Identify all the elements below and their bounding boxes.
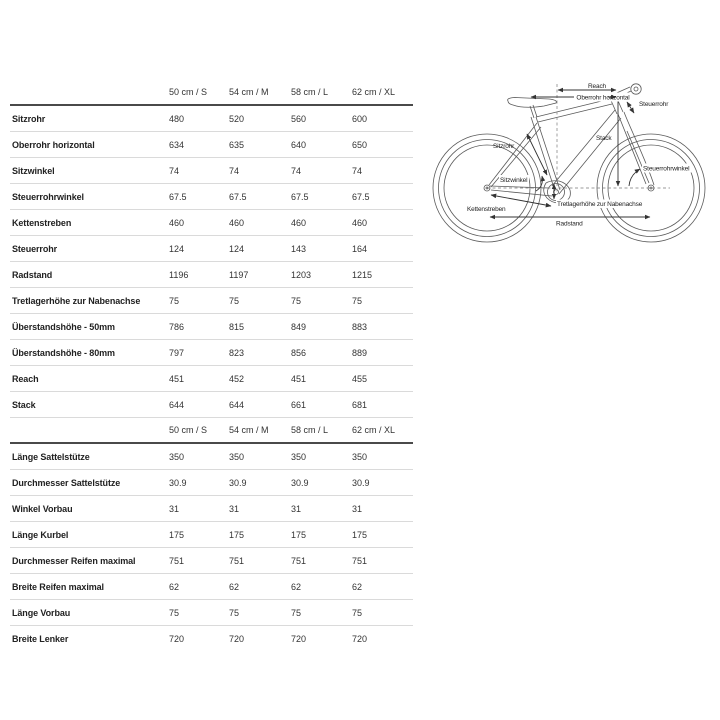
table-row [10, 470, 413, 496]
cell-value: 823 [229, 347, 245, 358]
table-row [10, 626, 413, 651]
cell-value: 634 [169, 139, 185, 150]
cell-value: 75 [291, 607, 302, 618]
row-label: Winkel Vorbau [12, 503, 73, 514]
cell-value: 75 [352, 607, 363, 618]
cell-value: 751 [352, 555, 368, 566]
cell-value: 75 [352, 295, 363, 306]
column-header: 58 cm / L [291, 87, 329, 97]
oberrohr-label: Oberrohr horizontal [576, 94, 630, 102]
cell-value: 30.9 [229, 477, 247, 488]
cell-value: 30.9 [352, 477, 370, 488]
tretlagerhoehe-label: Tretlagerhöhe zur Nabenachse [557, 201, 643, 208]
steuerrohrwinkel-label: Steuerrohrwinkel [643, 165, 690, 173]
cell-value: 460 [352, 217, 368, 228]
row-label: Sitzwinkel [12, 165, 55, 176]
row-label: Breite Lenker [12, 633, 69, 644]
row-label: Reach [12, 373, 39, 384]
cell-value: 175 [352, 529, 368, 540]
cell-value: 480 [169, 113, 185, 124]
column-header: 58 cm / L [291, 425, 329, 435]
cell-value: 74 [169, 165, 180, 176]
cell-value: 31 [291, 503, 302, 514]
row-label: Kettenstreben [12, 217, 72, 228]
column-header: 54 cm / M [229, 87, 269, 97]
cell-value: 74 [291, 165, 302, 176]
cell-value: 350 [291, 451, 307, 462]
row-label: Durchmesser Reifen maximal [12, 555, 136, 566]
cell-value: 849 [291, 321, 307, 332]
cell-value: 67.5 [291, 191, 309, 202]
sitzrohr-label: Sitzrohr [493, 143, 515, 150]
cell-value: 815 [229, 321, 245, 332]
table-row [10, 132, 413, 158]
sitzwinkel-label: Sitzwinkel [500, 177, 528, 184]
cell-value: 31 [169, 503, 180, 514]
cell-value: 75 [229, 295, 240, 306]
cell-value: 460 [229, 217, 245, 228]
steuerrohr-arrow [627, 102, 634, 113]
table-row [10, 574, 413, 600]
cell-value: 452 [229, 373, 245, 384]
cell-value: 455 [352, 373, 368, 384]
column-header: 62 cm / XL [352, 425, 396, 435]
table-row [10, 236, 413, 262]
cell-value: 751 [169, 555, 185, 566]
table-row [10, 288, 413, 314]
cell-value: 797 [169, 347, 185, 358]
cell-value: 600 [352, 113, 368, 124]
column-header: 54 cm / M [229, 425, 269, 435]
table-row [10, 262, 413, 288]
table-row [10, 392, 413, 418]
cell-value: 889 [352, 347, 368, 358]
cell-value: 661 [291, 399, 307, 410]
cell-value: 720 [169, 633, 185, 644]
row-label: Durchmesser Sattelstütze [12, 477, 121, 488]
reach-label: Reach [587, 83, 607, 90]
cell-value: 451 [291, 373, 307, 384]
cell-value: 62 [352, 581, 363, 592]
cell-value: 751 [291, 555, 307, 566]
cell-value: 350 [169, 451, 185, 462]
cell-value: 460 [169, 217, 185, 228]
cell-value: 30.9 [169, 477, 187, 488]
table-row [10, 522, 413, 548]
table-row [10, 496, 413, 522]
cell-value: 74 [352, 165, 363, 176]
geometry-table [10, 80, 413, 651]
components-section [10, 418, 413, 651]
cell-value: 75 [291, 295, 302, 306]
cell-value: 30.9 [291, 477, 309, 488]
row-label: Überstandshöhe - 80mm [12, 347, 115, 358]
cell-value: 62 [291, 581, 302, 592]
table-row [10, 600, 413, 626]
steuerrohr-label: Steuerrohr [639, 101, 669, 108]
cell-value: 520 [229, 113, 245, 124]
cell-value: 640 [291, 139, 307, 150]
column-header: 62 cm / XL [352, 87, 396, 97]
cell-value: 350 [229, 451, 245, 462]
cell-value: 856 [291, 347, 307, 358]
cell-value: 681 [352, 399, 368, 410]
row-label: Steuerrohr [12, 243, 58, 254]
table-row [10, 158, 413, 184]
column-header: 50 cm / S [169, 425, 208, 435]
cell-value: 1215 [352, 269, 373, 280]
row-label: Tretlagerhöhe zur Nabenachse [12, 295, 141, 306]
geometry-section [10, 80, 413, 418]
bike-geometry-diagram [430, 55, 720, 255]
table-row [10, 366, 413, 392]
cell-value: 67.5 [169, 191, 187, 202]
stack-label: Stack [596, 135, 612, 142]
cell-value: 460 [291, 217, 307, 228]
row-label: Länge Vorbau [12, 607, 71, 618]
table-row [10, 184, 413, 210]
cell-value: 644 [169, 399, 185, 410]
cell-value: 124 [229, 243, 245, 254]
cell-value: 635 [229, 139, 245, 150]
cell-value: 1196 [169, 269, 189, 280]
column-header: 50 cm / S [169, 87, 208, 97]
table-row [10, 210, 413, 236]
row-label: Radstand [12, 269, 53, 280]
front-wheel-icon [597, 134, 705, 242]
cell-value: 1203 [291, 269, 312, 280]
cell-value: 560 [291, 113, 307, 124]
row-label: Breite Reifen maximal [12, 581, 104, 592]
radstand-label: Radstand [556, 220, 583, 228]
table-row [10, 314, 413, 340]
cell-value: 644 [229, 399, 245, 410]
row-label: Länge Sattelstütze [12, 451, 90, 462]
row-label: Stack [12, 399, 36, 410]
cell-value: 720 [229, 633, 245, 644]
column-header-row [10, 418, 413, 444]
sitzwinkel-arc-arrow [536, 176, 542, 191]
cell-value: 175 [169, 529, 185, 540]
cell-value: 350 [352, 451, 368, 462]
cell-value: 75 [229, 607, 240, 618]
cell-value: 786 [169, 321, 185, 332]
table-row [10, 444, 413, 470]
cell-value: 31 [229, 503, 240, 514]
column-header-row [10, 80, 413, 106]
cell-value: 67.5 [229, 191, 247, 202]
cell-value: 62 [229, 581, 240, 592]
cell-value: 650 [352, 139, 368, 150]
row-label: Sitzrohr [12, 113, 46, 124]
cell-value: 164 [352, 243, 368, 254]
cell-value: 75 [169, 607, 180, 618]
cell-value: 1197 [229, 269, 249, 280]
cell-value: 62 [169, 581, 180, 592]
row-label: Überstandshöhe - 50mm [12, 321, 115, 332]
row-label: Steuerrohrwinkel [12, 191, 84, 202]
cell-value: 451 [169, 373, 185, 384]
table-row [10, 340, 413, 366]
cell-value: 720 [352, 633, 368, 644]
table-row [10, 548, 413, 574]
cell-value: 175 [291, 529, 307, 540]
table-row [10, 106, 413, 132]
cell-value: 31 [352, 503, 363, 514]
cell-value: 175 [229, 529, 245, 540]
cell-value: 751 [229, 555, 245, 566]
steuerrohrwinkel-arc-arrow [629, 169, 640, 186]
kettenstreben-label: Kettenstreben [467, 206, 506, 213]
cell-value: 67.5 [352, 191, 370, 202]
row-label: Oberrohr horizontal [12, 139, 95, 150]
cell-value: 143 [291, 243, 307, 254]
kettenstreben-arrow [491, 195, 551, 206]
cell-value: 883 [352, 321, 368, 332]
cell-value: 75 [169, 295, 180, 306]
cell-value: 124 [169, 243, 185, 254]
cell-value: 720 [291, 633, 307, 644]
row-label: Länge Kurbel [12, 529, 69, 540]
cell-value: 74 [229, 165, 240, 176]
